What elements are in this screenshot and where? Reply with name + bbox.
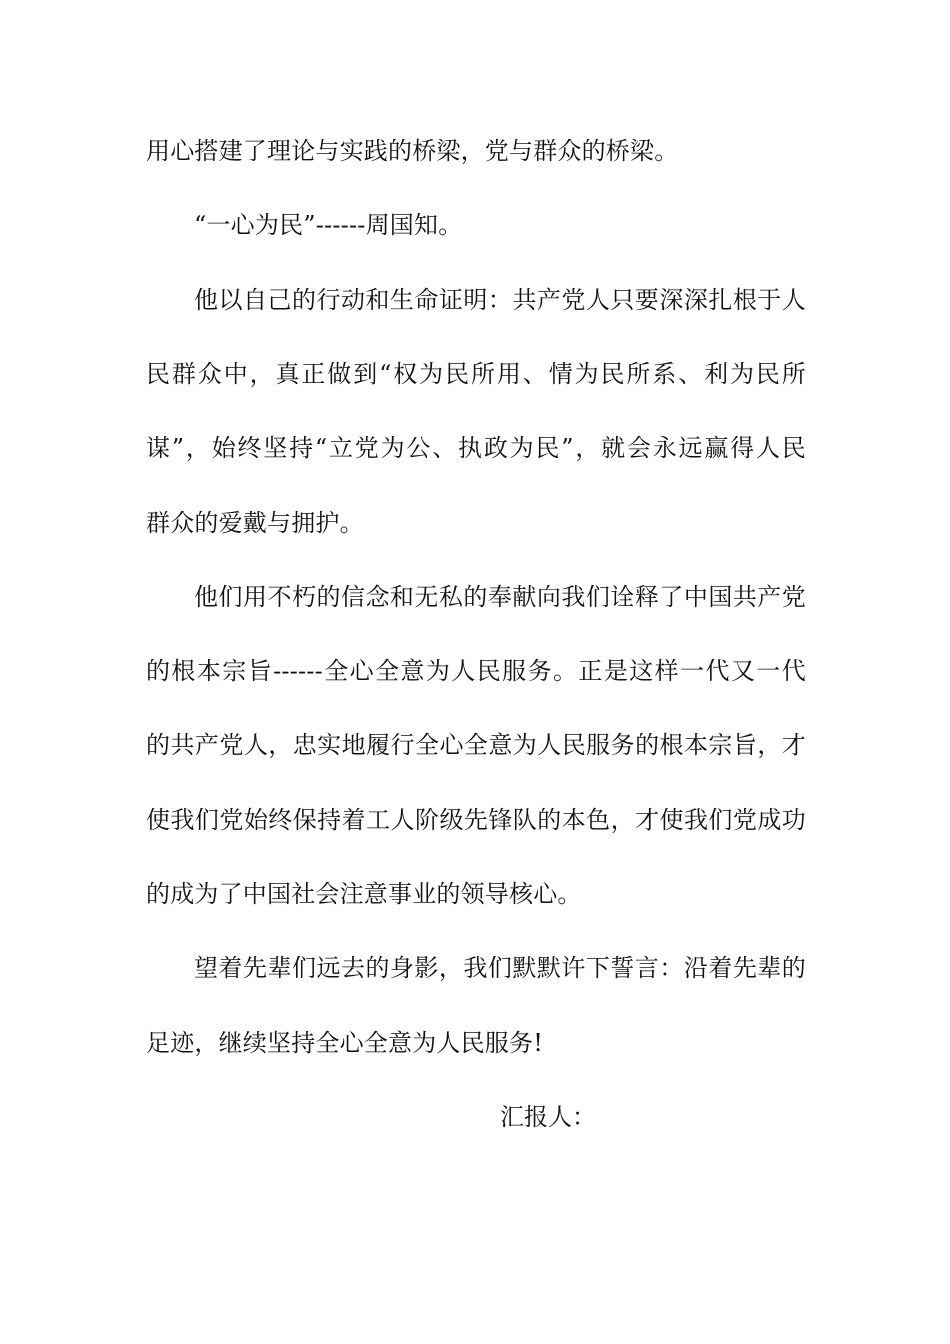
text-line-13: 足迹，继续坚持全心全意为人民服务! bbox=[146, 1029, 544, 1057]
text-line-11: 的成为了中国社会注意事业的领导核心。 bbox=[146, 880, 582, 908]
text-line-8: 的根本宗旨------全心全意为人民服务。正是这样一代又一代 bbox=[146, 657, 806, 685]
text-line-3: 他以自己的行动和生命证明：共产党人只要深深扎根于人 bbox=[194, 286, 806, 314]
text-line-2: “一心为民”------周国知。 bbox=[194, 211, 463, 239]
text-line-10: 使我们党始终保持着工人阶级先锋队的本色，才使我们党成功 bbox=[146, 806, 806, 834]
text-line-7: 他们用不朽的信念和无私的奉献向我们诠释了中国共产党 bbox=[194, 583, 806, 611]
text-line-5: 谋”，始终坚持“立党为公、执政为民”，就会永远赢得人民 bbox=[146, 434, 806, 462]
text-line-1: 用心搭建了理论与实践的桥梁，党与群众的桥梁。 bbox=[146, 137, 679, 165]
text-line-6: 群众的爱戴与拥护。 bbox=[146, 509, 364, 537]
text-line-12: 望着先辈们远去的身影，我们默默许下誓言：沿着先辈的 bbox=[194, 954, 806, 982]
text-line-4: 民群众中，真正做到“权为民所用、情为民所系、利为民所 bbox=[146, 360, 806, 388]
signature-label: 汇报人： bbox=[500, 1103, 596, 1131]
text-line-9: 的共产党人，忠实地履行全心全意为人民服务的根本宗旨，才 bbox=[146, 731, 806, 759]
